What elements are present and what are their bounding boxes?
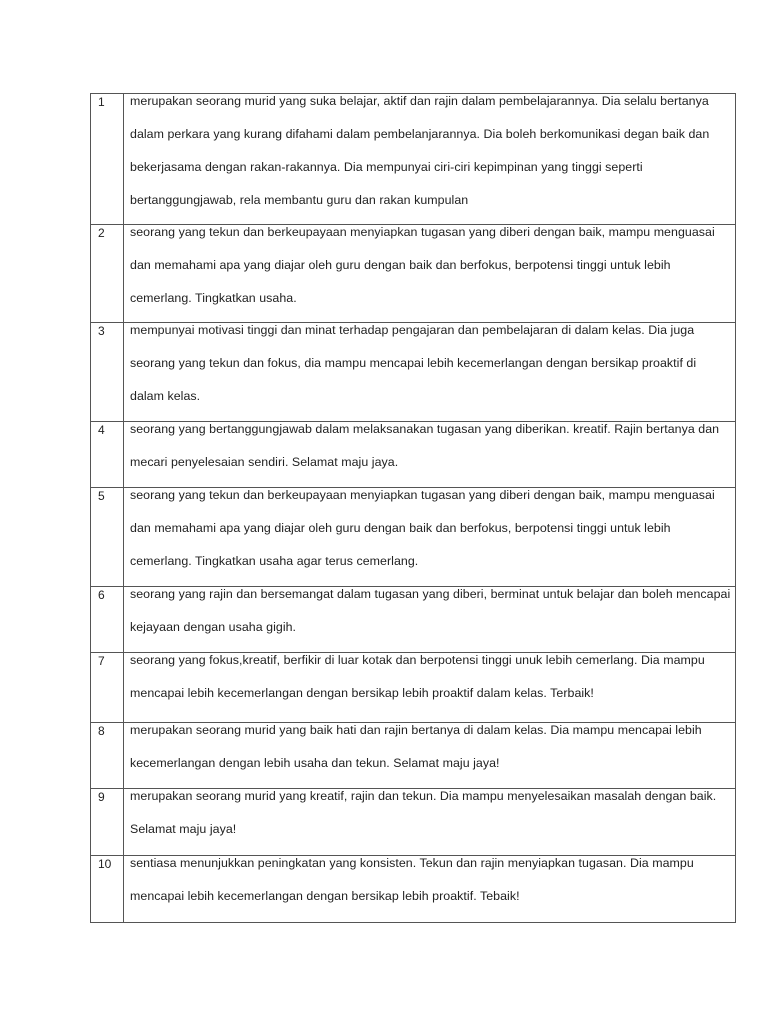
row-number: 4 <box>91 422 124 488</box>
row-comment <box>124 653 736 723</box>
row-comment <box>124 789 736 856</box>
row-comment <box>124 723 736 789</box>
table-row <box>91 225 736 323</box>
table-row <box>91 94 736 225</box>
row-number: 3 <box>91 323 124 422</box>
table-row <box>91 856 736 923</box>
table-row <box>91 488 736 587</box>
row-number: 8 <box>91 723 124 789</box>
row-number: 9 <box>91 789 124 856</box>
table-row <box>91 723 736 789</box>
row-comment <box>124 422 736 488</box>
row-comment <box>124 587 736 653</box>
row-comment-text: merupakan seorang murid yang suka belajar, aktif dan rajin dalam pembelajarannya. Dia selalu bertanya dalam perkara yang kurang difahami dalam pembelanjarannya. Dia boleh berkomunikasi degan baik dan bekerjasama dengan rakan-rakannya. Dia mempunyai ciri-ciri kepimpinan yang tinggi seperti bertanggungjawab, rela membantu guru dan rakan kumpulan <box>130 94 710 207</box>
row-comment-text: seorang yang fokus,kreatif, berfikir di luar kotak dan berpotensi tinggi unuk lebih cemerlang. Dia mampu mencapai lebih kecemerlangan dengan bersikap lebih proaktif dalam kelas. Terbaik! <box>130 653 705 700</box>
row-comment-text: sentiasa menunjukkan peningkatan yang konsisten. Tekun dan rajin menyiapkan tugasan. Dia mampu mencapai lebih kecemerlangan dengan bersikap lebih proaktif. Tebaik! <box>130 856 694 903</box>
row-comment-text: seorang yang rajin dan bersemangat dalam tugasan yang diberi, berminat untuk belajar dan boleh mencapai kejayaan dengan usaha gigih. <box>130 587 731 634</box>
row-number: 10 <box>91 856 124 923</box>
row-comment <box>124 94 736 225</box>
row-number: 7 <box>91 653 124 723</box>
row-comment-text: merupakan seorang murid yang baik hati dan rajin bertanya di dalam kelas. Dia mampu mencapai lebih kecemerlangan dengan lebih usaha dan tekun. Selamat maju jaya! <box>130 723 702 770</box>
table-row <box>91 422 736 488</box>
row-number: 5 <box>91 488 124 587</box>
row-number: 2 <box>91 225 124 323</box>
row-comment <box>124 323 736 422</box>
table-row <box>91 323 736 422</box>
table-row <box>91 587 736 653</box>
row-comment-text: merupakan seorang murid yang kreatif, rajin dan tekun. Dia mampu menyelesaikan masalah dengan baik. Selamat maju jaya! <box>130 789 717 836</box>
row-comment-text: mempunyai motivasi tinggi dan minat terhadap pengajaran dan pembelajaran di dalam kelas. Dia juga seorang yang tekun dan fokus, dia mampu mencapai lebih kecemerlangan dengan bersikap proaktif di dalam kelas. <box>130 323 697 403</box>
row-comment-text: seorang yang tekun dan berkeupayaan menyiapkan tugasan yang diberi dengan baik, mampu menguasai dan memahami apa yang diajar oleh guru dengan baik dan berfokus, berpotensi tinggi untuk lebih cemerlang. Tingkatkan usaha agar terus cemerlang. <box>130 488 715 568</box>
row-comment <box>124 225 736 323</box>
row-number: 6 <box>91 587 124 653</box>
row-number: 1 <box>91 94 124 225</box>
table-row <box>91 653 736 723</box>
row-comment <box>124 856 736 923</box>
comments-table <box>90 93 736 923</box>
row-comment-text: seorang yang tekun dan berkeupayaan menyiapkan tugasan yang diberi dengan baik, mampu menguasai dan memahami apa yang diajar oleh guru dengan baik dan berfokus, berpotensi tinggi untuk lebih cemerlang. Tingkatkan usaha. <box>130 225 715 305</box>
table-row <box>91 789 736 856</box>
row-comment-text: seorang yang bertanggungjawab dalam melaksanakan tugasan yang diberikan. kreatif. Rajin bertanya dan mecari penyelesaian sendiri. Selamat maju jaya. <box>130 422 720 469</box>
row-comment <box>124 488 736 587</box>
